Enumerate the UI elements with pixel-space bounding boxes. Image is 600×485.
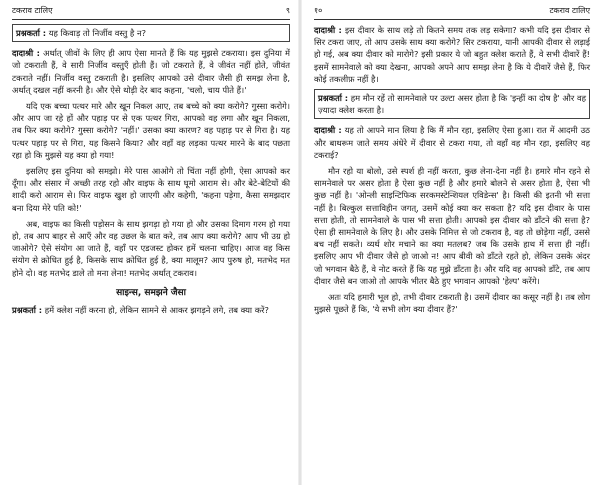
right-para-0 — [314, 24, 590, 85]
para-text: यह किवाड़ तो निर्जीव वस्तु है न? — [48, 28, 146, 38]
left-header-rule — [12, 19, 290, 20]
left-page-number: ९ — [285, 6, 290, 15]
right-page-header — [314, 5, 590, 17]
speaker-label: दादाश्री : — [314, 125, 342, 136]
left-para-4: अब, वाइफ का किसी पड़ोसन के साथ झगड़ा हो गया हो और उसका दिमाग गरम हो गया हो, तब आप बाहर से आएँ और वह उछल के बात करे, तब आप क्या करोगे? आप भी उग्र हो जाओगे? ऐसे संयोग आ जाते हैं, वहाँ पर एडजस्ट होकर हमें चलना चाहिए। आज वह किस संयोग से क्रोधित हुई है, किसके साथ क्रोधित हुई है, क्या मालूम? आप पुरुष हो, मतभेद मत होने दो। वह मतभेद डाले तो मना लेना! मतभेद अर्थात् टकराव। — [12, 218, 290, 278]
speaker-label: दादाश्री : — [314, 25, 342, 35]
left-header-title: टकराव टालिए — [12, 6, 53, 15]
para-text: अर्थात् जीवों के लिए ही आप ऐसा मानते हैं कि यह मुझसे टकराया। इस दुनिया में जो टकराती हैं, वे सारी निर्जीव वस्तुएँ होती हैं। जो टकराते हैं, वे जीवंत नहीं होते, जीवंत टकराते नहीं। निर्जीव वस्तु टकराती है। इसलिए आपको उसे दीवार जैसी ही समझ लेना है, अर्थात् दखल नहीं करनी है। और ऐसे थोड़ी देर बाद कहना, 'चलो, चाय पीते हैं।' — [12, 48, 291, 95]
para-text: यह तो आपने मान लिया है कि मैं मौन रहा, इसलिए ऐसा हुआ। रात में आदमी उठ और बाथरूम जाते समय अंधेरे में दीवार से टकरा गया, तो वहाँ वह मौन रहा, इसलिए वह टकराई? — [314, 125, 591, 160]
left-para-0 — [12, 24, 290, 42]
right-header-title: टकराव टालिए — [549, 6, 590, 15]
left-para-1 — [12, 47, 290, 96]
speaker-label: प्रश्नकर्ता : — [16, 28, 47, 38]
para-text: हमें क्लेश नहीं करना हो, लेकिन सामने से आकर झगड़ने लगे, तब क्या करें? — [44, 304, 269, 315]
left-para-2: यदि एक बच्चा पत्थर मारे और खून निकल आए, तब बच्चे को क्या करोगे? गुस्सा करोगे। और आप जा रहे हों और पहाड़ पर से एक पत्थर गिरा, आपको वह लगा और खून निकला, तब फिर क्या करोगे? गुस्सा करोगे? 'नहीं।' उसका क्या कारण? वह पहाड़ पर से गिरा है। यह पत्थर पहाड़ पर से गिरा, यह किसने किया? और वहाँ वह लड़का पत्थर मारने के बाद पछता रहा हो कि मुझसे यह क्या हो गया! — [12, 101, 290, 160]
right-para-4: अतः यदि हमारी भूल हो, तभी दीवार टकराती है। उसमें दीवार का कसूर नहीं है। तब लोग मुझसे पूछते हैं कि, 'ये सभी लोग क्या दीवार हैं?' — [314, 292, 590, 315]
para-text: इस दीवार के साथ लड़े तो कितने समय तक लड़ सकेगा? कभी यदि इस दीवार से सिर टकरा जाए, तो आप उसके साथ क्या करोगे? सिर टकराया, यानी आपकी दीवार से लड़ाई हो गई, अब क्या दीवार को मारोगे? इसी प्रकार ये जो बहुत क्लेश कराते हैं, वे सभी दीवारें हैं! इसमें सामनेवाले को क्या देखना, आपको अपने आप समझ लेना है कि ये दीवारें जैसे हैं, फिर कोई तकलीफ़ नहीं है। — [314, 25, 591, 84]
left-para-last — [12, 304, 290, 316]
right-page — [300, 0, 600, 485]
left-para-3: इसलिए इस दुनिया को समझो। मेरे पास आओगे तो चिंता नहीं होगी, ऐसा आपको कर दूँगा। और संसार में अच्छी तरह रहो और वाइफ के साथ घूमो आराम से। और बेटे-बेटियों की शादी करो आराम से। फिर वाइफ खुश हो जाएगी और कहेगी, 'कहना पड़ेगा, कैसा समझदार बना दिया मेरे पति को!' — [12, 166, 290, 213]
left-page-header — [12, 5, 290, 17]
right-header-rule — [314, 19, 590, 20]
right-para-3: मौन रहो या बोलो, उसे स्पर्श ही नहीं करता, कुछ लेना-देना नहीं है। हमारे मौन रहने से सामनेवाले पर असर होता है ऐसा कुछ नहीं है और हमारे बोलने से असर होता है, ऐसा भी कुछ नहीं है। 'ओन्ली साइन्टिफिक सरकमस्टेन्शियल एविडेन्स' है। किसी की इतनी भी सत्ता नहीं है। बिल्कुल सत्ताविहीन जगत्, उसमें कोई क्या कर सकता है? यदि इस दीवार के पास सत्ता होती, तो सामनेवाले के पास भी सत्ता होती। आपको इस दीवार को डाँटने की सत्ता है? ऐसा ही सामनेवाले के लिए है। और उसके निमित्त से जो टकराव है, वह तो छोड़ेगा नहीं, उससे बच नहीं सकते। व्यर्थ शोर मचाने का क्या मतलब? जब कि उसके हाथ में सत्ता ही नहीं। इसलिए आप भी दीवार जैसे हो जाओ न! आप बीवी को डाँटते रहते हो, लेकिन उसके अंदर जो भगवान बैठे हैं, वे नोट करते हैं कि यह मुझे डाँटता है। और यदि वह आपको डाँटे, तब आप दीवार जैसे बन जाओ तो आपके भीतर बैठे हुए भगवान आपको 'हेल्प' करेंगे। — [314, 166, 590, 286]
right-page-number: १० — [314, 6, 323, 15]
speaker-label: प्रश्नकर्ता : — [318, 93, 349, 104]
para-text: हम मौन रहें तो सामनेवाले पर उल्टा असर होता है कि 'इन्हीं का दोष है' और वह ज़्यादा क्लेश करता है। — [318, 93, 586, 116]
right-para-1 — [314, 89, 590, 119]
right-para-2 — [314, 124, 590, 161]
speaker-label: प्रश्नकर्ता : — [12, 304, 43, 315]
section-heading: साइन्स, समझने जैसा — [116, 287, 186, 298]
speaker-label: दादाश्री : — [12, 48, 40, 59]
